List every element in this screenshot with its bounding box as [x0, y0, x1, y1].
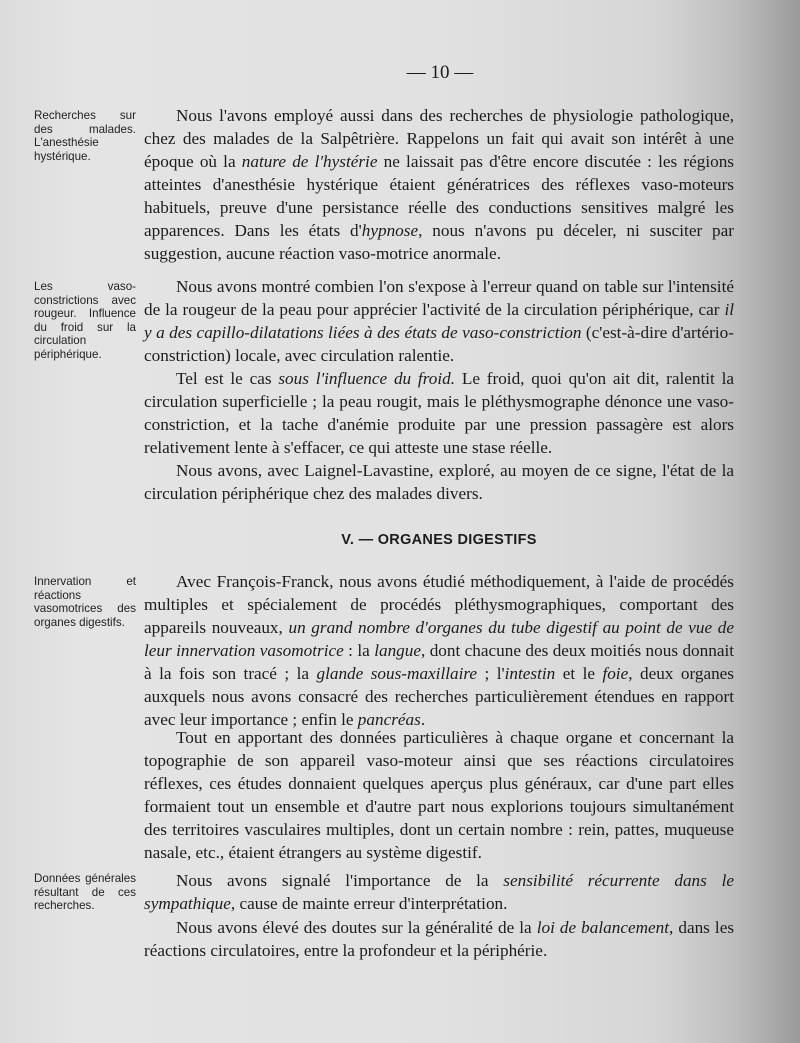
text-run: (c'est-à-dire d'artério-constriction) locale, avec circulation ralentie. — [144, 323, 734, 365]
paragraph-sensibilite-recurrente — [144, 869, 734, 915]
paragraph-loi-balancement — [144, 916, 734, 962]
emphasis-sensibilite-recurrente: sensibilité récurrente dans le sympathique — [144, 871, 734, 913]
text-run: , dans les réactions circulatoires, entre la profondeur et la périphérie. — [144, 918, 735, 960]
text-run: Nous avons élevé des doutes sur la généralité de la — [176, 918, 537, 937]
text-run: , cause de mainte erreur d'interprétation. — [230, 894, 508, 913]
side-note-recherches: Recherches sur des malades. L'anesthésie hystérique. — [34, 109, 136, 163]
section-heading: V. — ORGANES DIGESTIFS — [341, 532, 537, 548]
text-run: et le — [555, 664, 603, 683]
emphasis-loi-balancement: loi de balancement — [536, 918, 670, 937]
emphasis-glande-sous-maxillaire: glande sous-maxillaire — [316, 664, 478, 683]
text-run: : la — [343, 641, 375, 660]
text-run: ne laissait pas d'être encore discutée : les régions atteintes d'anesthésie hystérique étaient génératrices des réflexes vaso-moteurs habituels, preuve d'une persistance réelle des conductions sensitives malgré les apparences. Dans les états d' — [144, 152, 734, 240]
text-run: ; l' — [477, 664, 505, 683]
paragraph-rougeur — [144, 275, 734, 367]
emphasis-pancreas: pancréas — [357, 710, 421, 729]
text-run: Nous l'avons employé aussi dans des recherches de physiologie pathologique, chez des malades de la Salpêtrière. Rappelons un fait qui avait son intérêt à une époque où la — [144, 106, 734, 171]
paragraph-laignel-lavastine: Nous avons, avec Laignel-Lavastine, exploré, au moyen de ce signe, l'état de la circulation périphérique chez des malades divers. — [144, 461, 734, 503]
paragraph-francois-franck — [144, 570, 734, 731]
text-run: Nous avons signalé l'importance de la — [176, 871, 504, 890]
text-run: Avec François-Franck, nous avons étudié méthodiquement, à l'aide de procédés multiples et spécialement de procédés pléthysmographiques, comportant des appareils nouveaux, — [144, 572, 734, 637]
paragraph-froid — [144, 367, 734, 459]
emphasis-organes-tube-digestif: un grand nombre d'organes du tube digestif au point de vue de leur innervation vasomotrice — [144, 618, 734, 660]
text-run: Tel est le cas — [176, 369, 279, 388]
text-run: , dont chacune des deux moitiés nous donnait à la fois son tracé ; la — [144, 641, 734, 683]
paragraph-donnees-particulieres: Tout en apportant des données particulières à chaque organe et concernant la topographie de son appareil vaso-moteur ainsi que ses réactions circulatoires réflexes, ces études donnaient quelques aperçus plus généraux, car d'une part elles formaient tout un ensemble et d'autre part nous explorions toujours simultanément des territoires vasculaires multiples, dont un certain nombre : rein, pattes, muqueuse nasale, etc., étaient étrangers au système digestif. — [144, 728, 734, 862]
paragraph-hysterie — [144, 104, 734, 265]
text-run: Le froid, quoi qu'on ait dit, ralentit la circulation superficielle ; la peau rougit, mais le pléthysmographe dénonce une vaso-constriction, et la tache d'anémie produite par une pression passagère est alors relativement lente à s'effacer, ce qui atteste une stase réelle. — [144, 369, 734, 457]
side-note-innervation: Innervation et réactions vasomotrices des organes digestifs. — [34, 575, 136, 629]
text-run: Nous avons montré combien l'on s'expose à l'erreur quand on table sur l'intensité de la rougeur de la peau pour apprécier l'activité de la circulation périphérique, car — [144, 277, 734, 319]
text-run: , nous n'avons pu déceler, ni susciter par suggestion, aucune réaction vaso-motrice anormale. — [144, 221, 734, 263]
emphasis-nature-hysterie: nature de l'hystérie — [241, 152, 378, 171]
emphasis-influence-froid: sous l'influence du froid. — [278, 369, 456, 388]
page-number: — 10 — — [406, 62, 474, 83]
emphasis-intestin: intestin — [504, 664, 556, 683]
emphasis-hypnose: hypnose — [361, 221, 419, 240]
emphasis-capillo-dilatations: il y a des capillo-dilatations liées à des états de vaso-constriction — [144, 300, 734, 342]
side-note-donnees: Données générales résultant de ces recherches. — [34, 872, 136, 913]
emphasis-foie: foie — [602, 664, 629, 683]
text-run: . — [420, 710, 426, 729]
side-note-vasoconstrictions: Les vaso-constrictions avec rougeur. Influence du froid sur la circulation périphérique. — [34, 280, 136, 361]
text-run: , deux organes auxquels nous avons consacré des recherches particulièrement étendues en rapport avec leur importance ; enfin le — [144, 664, 734, 729]
emphasis-langue: langue — [374, 641, 421, 660]
